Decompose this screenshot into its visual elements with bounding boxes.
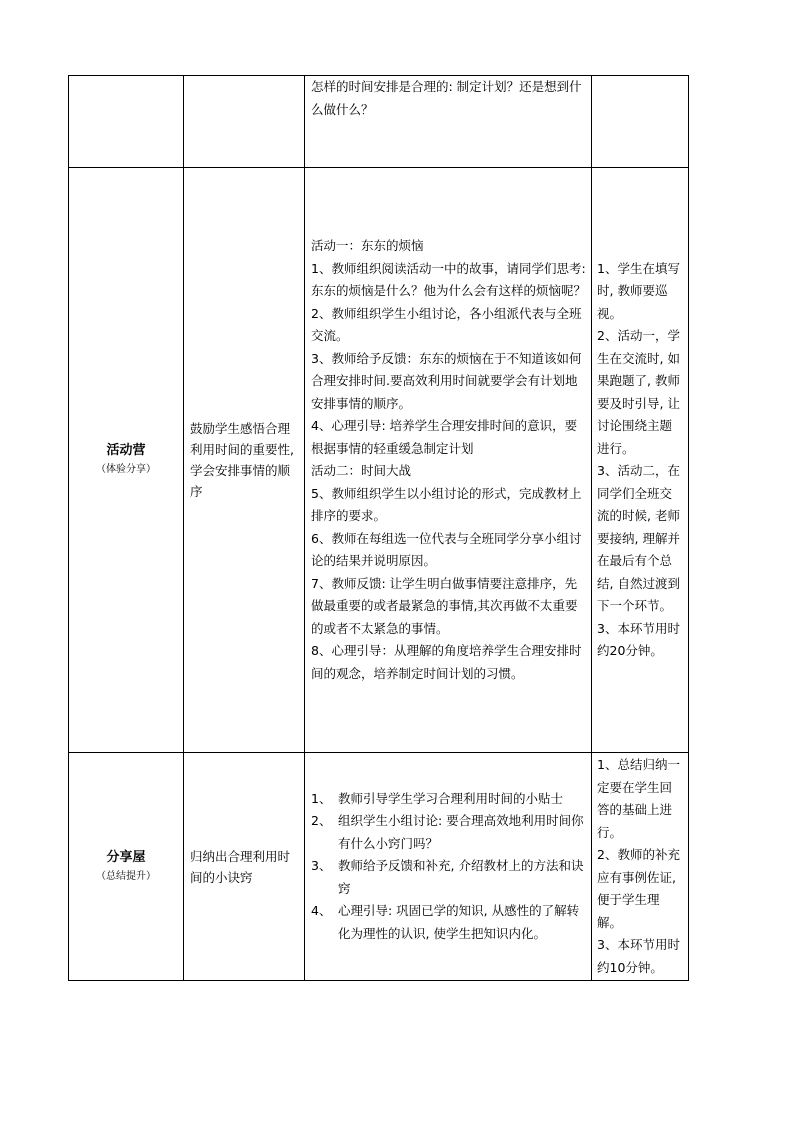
list-item bbox=[311, 788, 586, 811]
process-line: 活动一：东东的烦恼 bbox=[311, 238, 424, 253]
table-row-continued bbox=[69, 76, 689, 168]
goal-cell-share bbox=[184, 753, 305, 981]
goal-cell-empty bbox=[184, 76, 305, 168]
note-line: 3、本环节用时约10分钟。 bbox=[597, 937, 680, 975]
process-cell-continued bbox=[305, 76, 592, 168]
process-line: 8、心理引导：从理解的角度培养学生合理安排时间的观念，培养制定时间计划的习惯。 bbox=[311, 643, 582, 681]
note-line: 2、活动一，学生在交流时, 如果跑题了, 教师要及时引导, 让讨论围绕主题进行。 bbox=[597, 328, 680, 456]
stage-cell-activity bbox=[69, 168, 184, 753]
step-number: 3、 bbox=[311, 858, 332, 874]
steps-list bbox=[311, 788, 586, 946]
stage-subtitle: （体验分享） bbox=[96, 464, 156, 475]
table-row-share bbox=[69, 753, 689, 981]
stage-cell-empty bbox=[69, 76, 184, 168]
stage-title: 活动营 bbox=[106, 443, 146, 458]
note-cell-activity bbox=[592, 168, 689, 753]
note-line: 3、活动二，在同学们全班交流的时候, 老师要接纳, 理解并在最后有个总结, 自然过渡到下一个环节。 bbox=[597, 463, 680, 613]
note-line: 2、教师的补充应有事例佐证, 便于学生理解。 bbox=[597, 847, 680, 930]
process-line: 6、教师在每组选一位代表与全班同学分享小组讨论的结果并说明原因。 bbox=[311, 530, 582, 568]
process-line: 1、教师组织阅读活动一中的故事，请同学们思考: 东东的烦恼是什么？他为什么会有这样的烦恼呢？ bbox=[311, 260, 587, 298]
step-text: 教师引导学生学习合理利用时间的小贴士 bbox=[338, 790, 564, 806]
list-item bbox=[311, 810, 586, 855]
stage-title: 分享屋 bbox=[106, 849, 146, 865]
step-number: 1、 bbox=[311, 790, 332, 806]
process-text: 怎样的时间安排是合理的: 制定计划？还是想到什么做什么？ bbox=[311, 79, 582, 117]
goal-cell-activity bbox=[184, 168, 305, 753]
process-line: 3、教师给予反馈：东东的烦恼在于不知道该如何合理安排时间.要高效利用时间就要学会有计划地安排事情的顺序。 bbox=[311, 350, 582, 411]
note-line: 1、总结归纳一定要在学生回答的基础上进行。 bbox=[597, 757, 680, 840]
list-item bbox=[311, 900, 586, 945]
stage-cell-share bbox=[69, 753, 184, 981]
stage-subtitle: （总结提升） bbox=[96, 870, 156, 882]
list-item bbox=[311, 855, 586, 900]
step-number: 4、 bbox=[311, 903, 332, 919]
goal-text: 归纳出合理利用时间的小诀窍 bbox=[190, 848, 291, 885]
step-text: 教师给予反馈和补充, 介绍教材上的方法和诀窍 bbox=[338, 858, 584, 896]
note-cell-empty bbox=[592, 76, 689, 168]
note-cell-share bbox=[592, 753, 689, 981]
process-line: 4、心理引导: 培养学生合理安排时间的意识，要根据事情的轻重缓急制定计划 bbox=[311, 418, 578, 456]
lesson-plan-table bbox=[68, 75, 689, 981]
note-line: 3、本环节用时约20分钟。 bbox=[597, 620, 680, 658]
step-number: 2、 bbox=[311, 813, 332, 829]
process-line: 7、教师反馈: 让学生明白做事情要注意排序，先做最重要的或者最紧急的事情,其次再做不太重要的或者不太紧急的事情。 bbox=[311, 575, 578, 636]
note-line: 1、学生在填写时, 教师要巡视。 bbox=[597, 260, 680, 321]
step-text: 心理引导: 巩固已学的知识, 从感性的了解转化为理性的认识, 使学生把知识内化。 bbox=[338, 903, 580, 941]
step-text: 组织学生小组讨论: 要合理高效地利用时间你有什么小窍门吗？ bbox=[338, 813, 584, 851]
process-line: 活动二：时间大战 bbox=[311, 463, 412, 478]
goal-text: 鼓励学生感悟合理利用时间的重要性,学会安排事情的顺序 bbox=[190, 421, 294, 499]
process-line: 5、教师组织学生以小组讨论的形式，完成教材上排序的要求。 bbox=[311, 485, 582, 523]
table-row-activity bbox=[69, 168, 689, 753]
process-cell-share bbox=[305, 753, 592, 981]
process-line: 2、教师组织学生小组讨论，各小组派代表与全班交流。 bbox=[311, 305, 582, 343]
process-cell-activity bbox=[305, 168, 592, 753]
